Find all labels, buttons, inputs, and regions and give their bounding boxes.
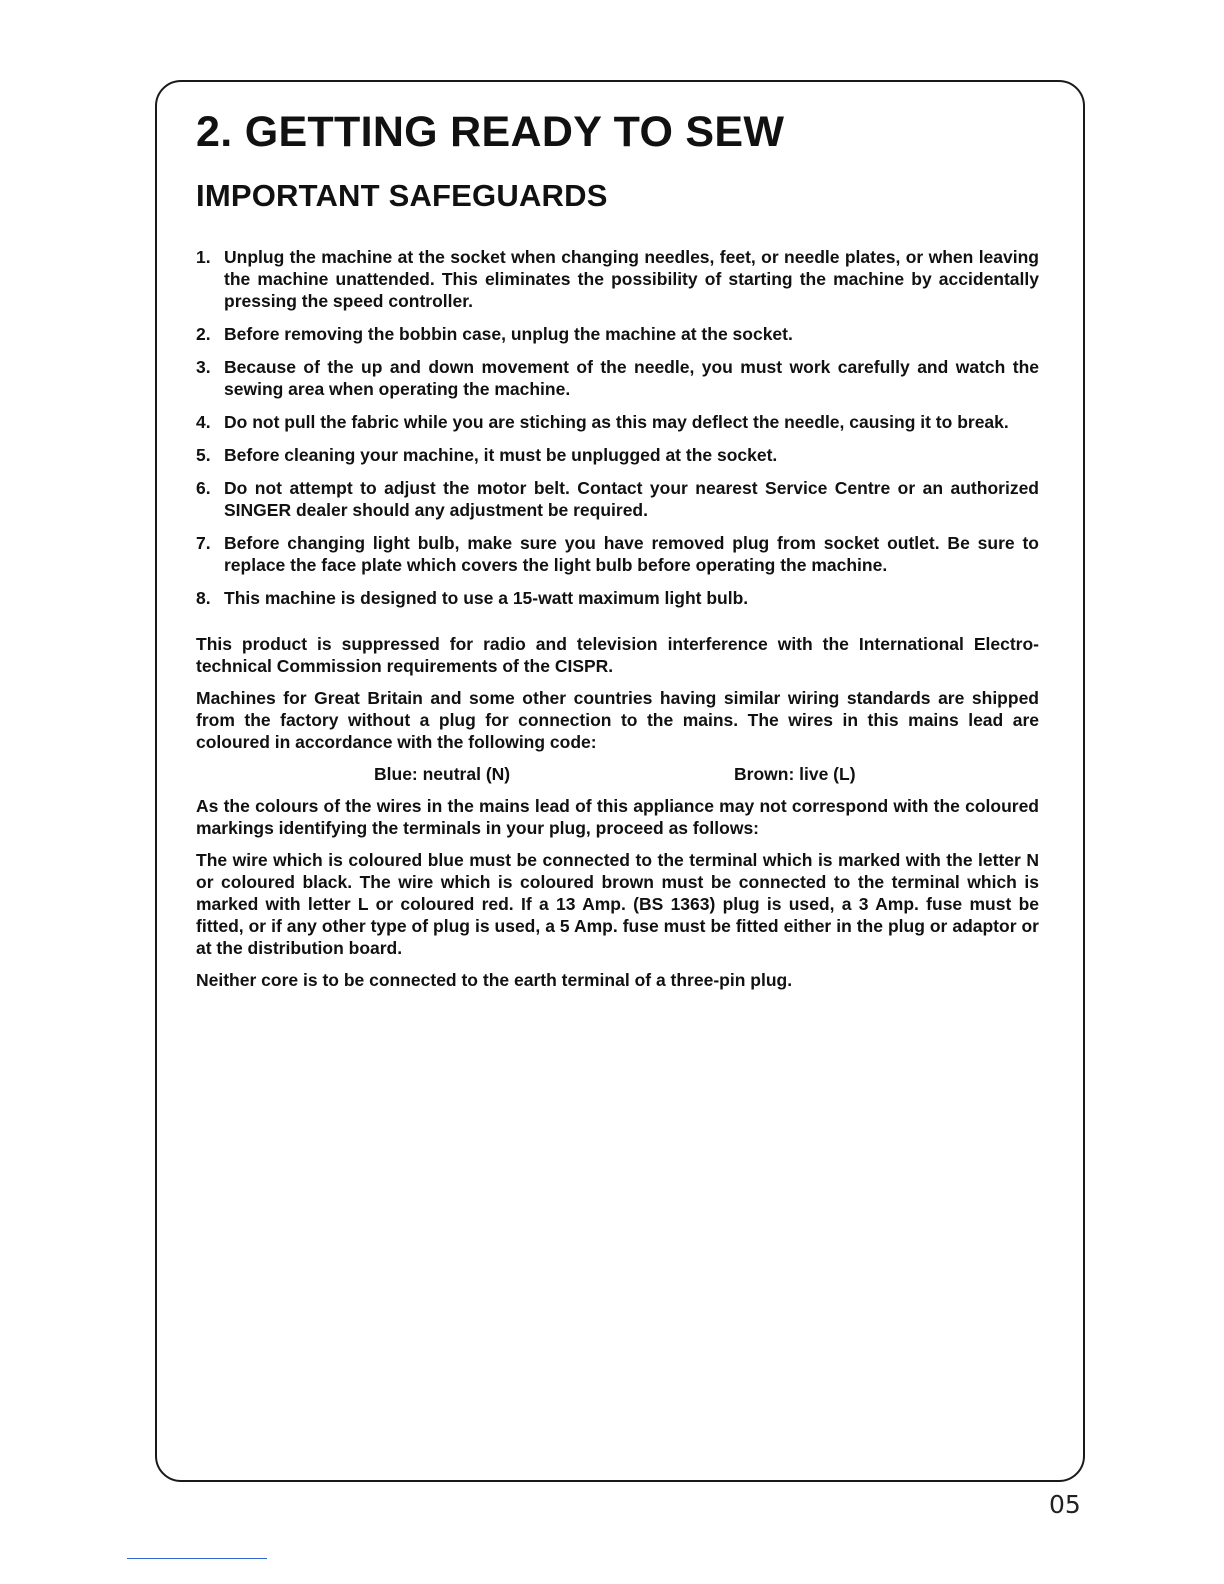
safeguard-text: Before changing light bulb, make sure you have removed plug from socket outlet. Be sure to replace the face plate which covers the light bulb before operating the machine. [224,533,1039,575]
safeguard-item [196,323,1039,345]
safeguard-text: This machine is designed to use a 15-watt maximum light bulb. [224,588,749,608]
safeguard-item [196,587,1039,609]
safeguards-list [196,246,1039,609]
safeguard-text: Do not attempt to adjust the motor belt. Contact your nearest Service Centre or an authorized SINGER dealer should any adjustment be required. [224,478,1039,520]
wiring-paragraph: Machines for Great Britain and some other countries having similar wiring standards are shipped from the factory without a plug for connection to the mains. The wires in this mains lead are coloured in accordance with the following code: [196,688,1039,752]
safeguard-number: 2. [196,324,211,344]
brown-wire-code: Brown: live (L) [734,764,856,784]
blue-wire-code: Blue: neutral (N) [374,764,511,784]
safeguard-item [196,477,1039,521]
safeguard-number: 1. [196,247,211,267]
safeguards-subheading: IMPORTANT SAFEGUARDS [196,178,608,213]
suppression-paragraph: This product is suppressed for radio and television interference with the International Electro-technical Commission requirements of the CISPR. [196,634,1039,676]
page-number: 05 [1049,1490,1081,1519]
safeguard-number: 8. [196,588,211,608]
colours-paragraph: As the colours of the wires in the mains lead of this appliance may not correspond with the coloured markings identifying the terminals in your plug, proceed as follows: [196,796,1039,838]
safeguard-text: Before cleaning your machine, it must be unplugged at the socket. [224,445,778,465]
safeguard-text: Unplug the machine at the socket when changing needles, feet, or needle plates, or when leaving the machine unattended. This eliminates the possibility of starting the machine by accidentally pressing the speed controller. [224,247,1039,311]
earth-paragraph: Neither core is to be connected to the earth terminal of a three-pin plug. [196,970,793,990]
safeguard-text: Before removing the bobbin case, unplug the machine at the socket. [224,324,793,344]
safeguard-text: Because of the up and down movement of the needle, you must work carefully and watch the sewing area when operating the machine. [224,357,1039,399]
section-heading: 2. GETTING READY TO SEW [196,108,785,156]
safeguard-item [196,444,1039,466]
safeguard-item [196,356,1039,400]
footer-divider [127,1558,267,1559]
wire-colour-code [196,763,1039,785]
safeguard-item [196,411,1039,433]
safeguard-number: 6. [196,478,211,498]
safeguard-item [196,246,1039,312]
safeguard-item [196,532,1039,576]
safeguard-number: 4. [196,412,211,432]
safeguard-number: 3. [196,357,211,377]
safeguard-number: 5. [196,445,211,465]
safeguard-number: 7. [196,533,211,553]
safeguard-text: Do not pull the fabric while you are stiching as this may deflect the needle, causing it to break. [224,412,1009,432]
page-content [196,106,1039,1001]
connection-paragraph: The wire which is coloured blue must be connected to the terminal which is marked with the letter N or coloured black. The wire which is coloured brown must be connected to the terminal which is marked with letter L or coloured red. If a 13 Amp. (BS 1363) plug is used, a 3 Amp. fuse must be fitted, or if any other type of plug is used, a 5 Amp. fuse must be fitted either in the plug or adaptor or at the distribution board. [196,850,1039,958]
